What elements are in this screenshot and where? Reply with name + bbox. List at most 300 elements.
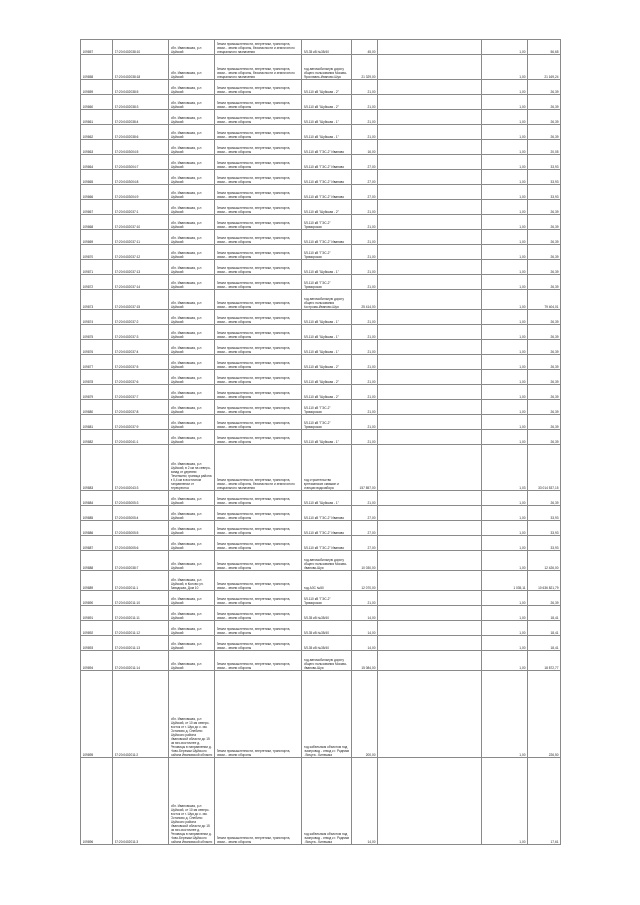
coefficient-text: 1,00 xyxy=(519,240,526,244)
land-category xyxy=(215,95,302,110)
cadastral-number-text: 37:20:0402037:15 xyxy=(114,305,141,309)
table-row xyxy=(81,445,561,491)
land-category xyxy=(215,155,302,170)
permitted-use-text: ВЛ-110 кВ "Шуйская - 1" xyxy=(303,350,339,354)
spacer xyxy=(378,80,482,95)
spacer xyxy=(378,275,482,290)
address-text: обл. Ивановская, р-н Шуйский xyxy=(170,176,202,184)
address xyxy=(169,621,215,636)
land-category xyxy=(215,310,302,325)
register-body xyxy=(81,40,561,845)
cadastral-value xyxy=(528,310,561,325)
area-text: 21,00 xyxy=(367,90,376,94)
coefficient xyxy=(482,230,528,245)
table-row xyxy=(81,571,561,591)
permitted-use xyxy=(302,636,352,651)
area-text: 16,00 xyxy=(367,150,376,154)
permitted-use-text: ВЛ-110 кВ "ГЭС-2" Приморская xyxy=(303,406,331,414)
spacer xyxy=(378,155,482,170)
row-id xyxy=(81,260,113,275)
coefficient-text: 1,00 xyxy=(519,75,526,79)
table-row xyxy=(81,200,561,215)
cadastral-number xyxy=(113,290,169,310)
permitted-use-text: ВЛ-110 кВ "ГЭС-2" Приморская xyxy=(303,597,331,605)
area xyxy=(352,275,378,290)
area xyxy=(352,636,378,651)
cadastral-value-text: 26,39 xyxy=(550,395,559,399)
cadastral-value-text: 56,65 xyxy=(550,50,559,54)
area-text: 15 084,00 xyxy=(361,666,376,670)
address xyxy=(169,200,215,215)
cadastral-number-text: 37:20:0402011:14 xyxy=(114,666,140,670)
land-category-text: Земли промышленности, энергетики, транспорта, связи... земли обороны xyxy=(216,131,291,139)
land-category xyxy=(215,125,302,140)
land-category-text: Земли промышленности, энергетики, транспорта, связи... земли обороны xyxy=(216,527,291,535)
permitted-use-text: ВЛ-110 кВ "Шуйская - 1" xyxy=(303,135,339,139)
cadastral-value xyxy=(528,370,561,385)
cadastral-number xyxy=(113,671,169,758)
permitted-use xyxy=(302,215,352,230)
land-category-text: Земли промышленности, энергетики, транспорта, связи... земли обороны xyxy=(216,497,291,505)
cadastral-number xyxy=(113,275,169,290)
table-row xyxy=(81,40,561,55)
land-category-text: Земли промышленности, энергетики, транспорта, связи... земли обороны xyxy=(216,436,291,444)
coefficient xyxy=(482,55,528,80)
land-category-text: Земли промышленности, энергетики, транспорта, связи... земли обороны xyxy=(216,749,291,757)
row-id xyxy=(81,215,113,230)
cadastral-number-text: 37:20:0403005:3 xyxy=(114,501,139,505)
row-id-text: 109868 xyxy=(82,225,94,229)
area-text: 21,00 xyxy=(367,365,376,369)
address-text: обл. Ивановская, р-н Шуйский xyxy=(170,161,202,169)
permitted-use xyxy=(302,415,352,430)
spacer xyxy=(378,40,482,55)
cadastral-number xyxy=(113,536,169,551)
land-category xyxy=(215,245,302,260)
address xyxy=(169,40,215,55)
row-id xyxy=(81,636,113,651)
permitted-use-text: ВЛ-35 кВ №35/40 xyxy=(303,646,329,650)
area-text: 21,00 xyxy=(367,410,376,414)
permitted-use xyxy=(302,536,352,551)
coefficient xyxy=(482,260,528,275)
spacer xyxy=(378,260,482,275)
area-text: 27,00 xyxy=(367,531,376,535)
address-text: обл. Ивановская, р-н Шуйский xyxy=(170,86,202,94)
row-id xyxy=(81,340,113,355)
address xyxy=(169,310,215,325)
address-text: обл. Ивановская, р-н Шуйский xyxy=(170,236,202,244)
cadastral-number-text: 37:20:0402011:13 xyxy=(114,646,140,650)
row-id xyxy=(81,430,113,445)
address xyxy=(169,110,215,125)
spacer xyxy=(378,571,482,591)
row-id xyxy=(81,310,113,325)
coefficient-text: 1,00 xyxy=(519,395,526,399)
permitted-use xyxy=(302,621,352,636)
land-category-text: Земли промышленности, энергетики, транспорта, связи... земли обороны xyxy=(216,101,291,109)
cadastral-value xyxy=(528,355,561,370)
cadastral-value-text: 18 872,77 xyxy=(544,666,559,670)
table-row xyxy=(81,536,561,551)
land-category-text: Земли промышленности, энергетики, транспорта, связи... земли обороны xyxy=(216,206,291,214)
table-row xyxy=(81,125,561,140)
address-text: обл. Ивановская, р-н Шуйский xyxy=(170,221,202,229)
row-id xyxy=(81,415,113,430)
coefficient xyxy=(482,325,528,340)
coefficient xyxy=(482,536,528,551)
area xyxy=(352,551,378,571)
row-id-text: 109858 xyxy=(82,75,94,79)
row-id-text: 109869 xyxy=(82,240,94,244)
spacer xyxy=(378,310,482,325)
cadastral-value xyxy=(528,400,561,415)
table-row xyxy=(81,95,561,110)
address-text: обл. Ивановская, р-н Шуйский xyxy=(170,421,202,429)
area xyxy=(352,758,378,845)
area xyxy=(352,415,378,430)
permitted-use xyxy=(302,95,352,110)
address xyxy=(169,230,215,245)
coefficient xyxy=(482,651,528,671)
cadastral-number-text: 37:20:0403004:8 xyxy=(114,180,139,184)
coefficient xyxy=(482,571,528,591)
cadastral-value xyxy=(528,230,561,245)
row-id xyxy=(81,758,113,845)
address-text: обл. Ивановская, р-н Шуйский xyxy=(170,206,202,214)
cadastral-value xyxy=(528,621,561,636)
land-category-text: Земли промышленности, энергетики, транспорта, связи... земли обороны xyxy=(216,627,291,635)
address xyxy=(169,125,215,140)
area xyxy=(352,155,378,170)
area-text: 21 329,00 xyxy=(361,75,376,79)
land-category-text: Земли промышленности, энергетики, транспорта, связи... земли обороны xyxy=(216,582,291,590)
permitted-use xyxy=(302,245,352,260)
table-row xyxy=(81,606,561,621)
cadastral-number-text: 37:20:0402011:1 xyxy=(114,586,139,590)
land-category xyxy=(215,355,302,370)
row-id xyxy=(81,385,113,400)
permitted-use xyxy=(302,385,352,400)
permitted-use-text: ВЛ-110 кВ "Шуйская - 1" xyxy=(303,335,339,339)
row-id-text: 109870 xyxy=(82,255,94,259)
address xyxy=(169,606,215,621)
spacer xyxy=(378,170,482,185)
area-text: 21,00 xyxy=(367,285,376,289)
table-row xyxy=(81,385,561,400)
area xyxy=(352,215,378,230)
permitted-use-text: ВЛ-110 кВ "ГЭС-2" Приморская xyxy=(303,251,331,259)
land-category-text: Земли промышленности, энергетики, транспорта, связи... земли обороны xyxy=(216,191,291,199)
land-category-text: Земли промышленности, энергетики, транспорта, связи... земли обороны xyxy=(216,281,291,289)
area xyxy=(352,200,378,215)
spacer xyxy=(378,215,482,230)
address-text: обл. Ивановская, р-н Шуйский, от 10 км северо-восток от г. Шуя до с. им. Остапово д. Олебино Шуйского района Ивановской области до 15 км юго-восточнее д. Реховицы в направлении д. Ново-Бережки Шуйского района Ивановской области xyxy=(170,717,213,757)
cadastral-number-text: 37:20:0403004:5 xyxy=(114,150,139,154)
area-text: 14,00 xyxy=(367,631,376,635)
permitted-use xyxy=(302,275,352,290)
coefficient xyxy=(482,340,528,355)
cadastral-value-text: 33,93 xyxy=(550,531,559,535)
spacer xyxy=(378,140,482,155)
land-category xyxy=(215,230,302,245)
row-id xyxy=(81,110,113,125)
spacer xyxy=(378,355,482,370)
row-id xyxy=(81,551,113,571)
area-text: 21,00 xyxy=(367,425,376,429)
coefficient xyxy=(482,310,528,325)
permitted-use-text: ВЛ-35 кВ №35/40 xyxy=(303,631,329,635)
area xyxy=(352,536,378,551)
spacer xyxy=(378,110,482,125)
coefficient xyxy=(482,290,528,310)
area-text: 45,00 xyxy=(367,50,376,54)
cadastral-value-text: 26,39 xyxy=(550,380,559,384)
permitted-use xyxy=(302,651,352,671)
coefficient xyxy=(482,591,528,606)
address xyxy=(169,491,215,506)
land-category-text: Земли промышленности, энергетики, транспорта, связи... земли обороны xyxy=(216,512,291,520)
row-id-text: 109866 xyxy=(82,195,94,199)
spacer xyxy=(378,536,482,551)
cadastral-value-text: 18,41 xyxy=(550,616,559,620)
address xyxy=(169,170,215,185)
permitted-use-text: под АЗС №50 xyxy=(303,586,324,590)
coefficient xyxy=(482,370,528,385)
land-category xyxy=(215,40,302,55)
cadastral-number xyxy=(113,758,169,845)
address-text: обл. Ивановская, р-н Шуйский, в Колово ул. Заводская, Дом 10 xyxy=(170,578,204,590)
address xyxy=(169,671,215,758)
address xyxy=(169,430,215,445)
cadastral-value-text: 12 426,00 xyxy=(544,566,559,570)
coefficient-text: 1,00 xyxy=(519,255,526,259)
cadastral-value xyxy=(528,245,561,260)
row-id-text: 109864 xyxy=(82,165,94,169)
row-id-text: 109892 xyxy=(82,631,94,635)
address xyxy=(169,325,215,340)
cadastral-number xyxy=(113,245,169,260)
coefficient xyxy=(482,140,528,155)
area xyxy=(352,355,378,370)
row-id-text: 109865 xyxy=(82,180,94,184)
row-id-text: 109857 xyxy=(82,50,94,54)
area-text: 21,00 xyxy=(367,120,376,124)
row-id xyxy=(81,230,113,245)
area-text: 21,00 xyxy=(367,255,376,259)
area-text: 10 030,00 xyxy=(361,566,376,570)
address-text: обл. Ивановская, р-н Шуйский xyxy=(170,251,202,259)
address-text: обл. Ивановская, р-н Шуйский xyxy=(170,346,202,354)
cadastral-number xyxy=(113,355,169,370)
land-category xyxy=(215,621,302,636)
cadastral-number xyxy=(113,95,169,110)
row-id-text: 109894 xyxy=(82,666,94,670)
area xyxy=(352,230,378,245)
cadastral-number-text: 37:20:0402043:3 xyxy=(114,486,139,490)
land-category xyxy=(215,275,302,290)
coefficient-text: 1,00 xyxy=(519,425,526,429)
coefficient xyxy=(482,170,528,185)
coefficient-text: 1,00 xyxy=(519,150,526,154)
permitted-use-text: ВЛ-110 кВ "Шуйская - 1" xyxy=(303,501,339,505)
area xyxy=(352,621,378,636)
spacer xyxy=(378,340,482,355)
row-id xyxy=(81,400,113,415)
row-id xyxy=(81,140,113,155)
table-row xyxy=(81,651,561,671)
cadastral-number-text: 37:20:0402037:13 xyxy=(114,270,141,274)
cadastral-value xyxy=(528,551,561,571)
coefficient-text: 1,00 xyxy=(519,410,526,414)
area xyxy=(352,385,378,400)
coefficient-text: 1,00 xyxy=(519,440,526,444)
permitted-use-text: ВЛ-110 кВ "ГЭС-2" Приморская xyxy=(303,221,331,229)
permitted-use xyxy=(302,400,352,415)
permitted-use xyxy=(302,80,352,95)
address xyxy=(169,245,215,260)
land-category-text: Земли промышленности, энергетики, транспорта, связи... земли обороны xyxy=(216,562,291,570)
table-row xyxy=(81,310,561,325)
coefficient-text: 1,00 xyxy=(519,105,526,109)
cadastral-value xyxy=(528,340,561,355)
row-id-text: 109867 xyxy=(82,210,94,214)
cadastral-number xyxy=(113,260,169,275)
land-category-text: Земли промышленности, энергетики, транспорта, связи... земли обороны xyxy=(216,266,291,274)
cadastral-number-text: 37:20:0403004:9 xyxy=(114,195,139,199)
cadastral-value xyxy=(528,758,561,845)
cadastral-value xyxy=(528,445,561,491)
coefficient-text: 1,00 xyxy=(519,335,526,339)
table-row xyxy=(81,551,561,571)
cadastral-value-text: 33,93 xyxy=(550,546,559,550)
land-category-text: Земли промышленности, энергетики, транспорта, связи... земли обороны xyxy=(216,346,291,354)
cadastral-number xyxy=(113,80,169,95)
coefficient xyxy=(482,215,528,230)
land-category xyxy=(215,290,302,310)
cadastral-number xyxy=(113,40,169,55)
land-category xyxy=(215,170,302,185)
area-text: 21,00 xyxy=(367,135,376,139)
cadastral-number-text: 37:20:0402041:1 xyxy=(114,440,139,444)
table-row xyxy=(81,370,561,385)
table-row xyxy=(81,491,561,506)
area-text: 157 857,00 xyxy=(359,486,376,490)
area xyxy=(352,325,378,340)
cadastral-number-text: 37:20:0402037:8 xyxy=(114,410,139,414)
cadastral-value xyxy=(528,40,561,55)
permitted-use-text: ВЛ-110 кВ "ГЭС-2" Иваново xyxy=(303,180,345,184)
spacer xyxy=(378,95,482,110)
coefficient-text: 1,00 xyxy=(519,646,526,650)
permitted-use xyxy=(302,310,352,325)
coefficient xyxy=(482,95,528,110)
address-text: обл. Ивановская, р-н Шуйский xyxy=(170,101,202,109)
coefficient-text: 1,00 xyxy=(519,380,526,384)
address xyxy=(169,536,215,551)
row-id xyxy=(81,170,113,185)
address-text: обл. Ивановская, р-н Шуйский xyxy=(170,316,202,324)
address-text: обл. Ивановская, р-н Шуйский xyxy=(170,527,202,535)
cadastral-value xyxy=(528,671,561,758)
address xyxy=(169,636,215,651)
address xyxy=(169,260,215,275)
address-text: обл. Ивановская, р-н Шуйский, в 2 км на северо-запад от деревни Печенкино; граница района в 0,4 км в восточном направлении от перекрестка xyxy=(170,462,212,490)
cadastral-number xyxy=(113,140,169,155)
permitted-use-text: под автомобильную дорогу общего пользования Москва-Иваново-Шуя xyxy=(303,558,347,570)
permitted-use xyxy=(302,140,352,155)
area xyxy=(352,260,378,275)
cadastral-value xyxy=(528,125,561,140)
land-category xyxy=(215,591,302,606)
permitted-use-text: ВЛ-110 кВ "Шуйская - 2" xyxy=(303,90,339,94)
land-category-text: Земли промышленности, энергетики, транспорта, связи... земли обороны xyxy=(216,836,291,844)
land-category xyxy=(215,506,302,521)
land-category xyxy=(215,325,302,340)
table-row xyxy=(81,355,561,370)
permitted-use xyxy=(302,325,352,340)
spacer xyxy=(378,651,482,671)
cadastral-number-text: 37:20:0402011:11 xyxy=(114,616,140,620)
row-id xyxy=(81,671,113,758)
permitted-use xyxy=(302,110,352,125)
permitted-use-text: ВЛ-110 кВ "Шуйская - 2" xyxy=(303,365,339,369)
cadastral-number xyxy=(113,55,169,80)
table-row xyxy=(81,340,561,355)
land-category xyxy=(215,636,302,651)
row-id-text: 109860 xyxy=(82,105,94,109)
permitted-use xyxy=(302,445,352,491)
coefficient-text: 1,00 xyxy=(519,840,526,844)
cadastral-value-text: 79 404,01 xyxy=(544,305,559,309)
coefficient-text: 1,00 xyxy=(519,135,526,139)
cadastral-number-text: 37:20:0402011:10 xyxy=(114,601,140,605)
row-id xyxy=(81,245,113,260)
coefficient-text: 1,00 xyxy=(519,546,526,550)
coefficient-text: 1,00 xyxy=(519,195,526,199)
area xyxy=(352,55,378,80)
coefficient xyxy=(482,355,528,370)
coefficient-text: 1,00 xyxy=(519,350,526,354)
area xyxy=(352,445,378,491)
permitted-use xyxy=(302,170,352,185)
row-id-text: 109883 xyxy=(82,486,94,490)
area-text: 200,00 xyxy=(365,753,376,757)
permitted-use xyxy=(302,430,352,445)
row-id-text: 109875 xyxy=(82,335,94,339)
land-category-text: Земли промышленности, энергетики, транспорта, связи... земли обороны xyxy=(216,361,291,369)
permitted-use-text: ВЛ-110 кВ "Шуйская - 2" xyxy=(303,395,339,399)
row-id xyxy=(81,95,113,110)
row-id xyxy=(81,275,113,290)
cadastral-value xyxy=(528,571,561,591)
address xyxy=(169,340,215,355)
permitted-use-text: ВЛ-110 кВ "Шуйская - 1" xyxy=(303,440,339,444)
permitted-use xyxy=(302,571,352,591)
row-id xyxy=(81,491,113,506)
area-text: 14,00 xyxy=(367,840,376,844)
cadastral-value-text: 226,50 xyxy=(548,753,559,757)
cadastral-value-text: 26,39 xyxy=(550,410,559,414)
coefficient-text: 1,00 xyxy=(519,285,526,289)
area xyxy=(352,80,378,95)
permitted-use-text: под автомобильную дорогу общего пользования Москва-Иваново-Шуя xyxy=(303,658,347,670)
spacer xyxy=(378,758,482,845)
cadastral-number xyxy=(113,621,169,636)
permitted-use-text: ВЛ-35 кВ №35/40 xyxy=(303,50,329,54)
row-id-text: 109896 xyxy=(82,840,94,844)
table-row xyxy=(81,230,561,245)
